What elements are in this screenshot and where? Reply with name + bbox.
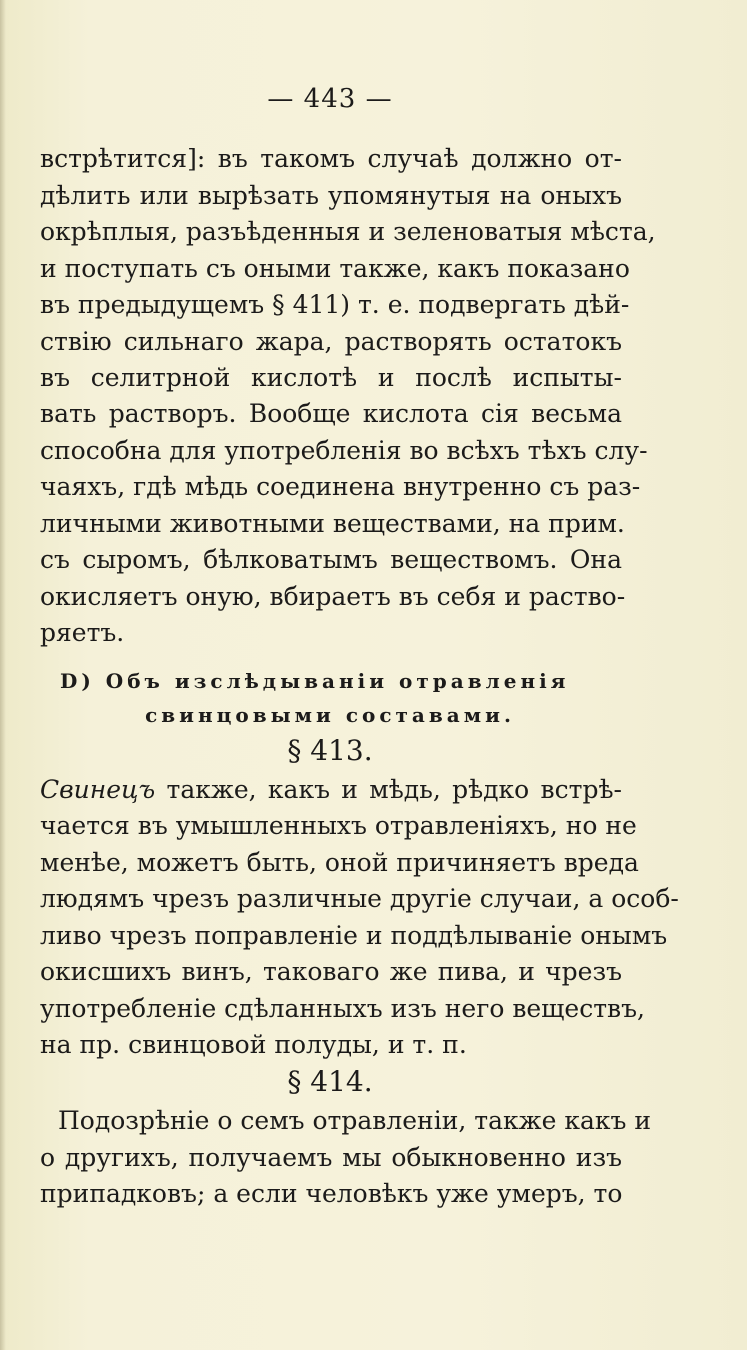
text-line: людямъ чрезъ различные другіе случаи, а особ-: [40, 884, 679, 913]
text-line: съ сыромъ, бѣлковатымъ веществомъ. Она: [40, 545, 622, 574]
text-line: Подозрѣніе о семъ отравленіи, также какъ и: [58, 1106, 652, 1135]
text-line: личными животными веществами, на прим.: [40, 509, 625, 538]
text-line: окисшихъ винъ, таковаго же пива, и чрезъ: [40, 957, 622, 986]
text-line: въ предыдущемъ § 411) т. е. подвергать дѣй-: [40, 290, 630, 319]
text-line: встрѣтится]: въ такомъ случаѣ должно от-: [40, 144, 622, 173]
section-heading-line2: свинцовыми составами.: [145, 703, 515, 727]
page-number: — 443 —: [267, 84, 393, 114]
section-number-413: § 413.: [287, 734, 373, 767]
text-line: ствію сильнаго жара, растворять остатокъ: [40, 327, 622, 356]
section-number-414: § 414.: [287, 1065, 373, 1098]
text-line: и поступать съ оными также, какъ показано: [40, 254, 630, 283]
text-line: припадковъ; а если человѣкъ уже умеръ, то: [40, 1179, 623, 1208]
text-line: употребленіе сдѣланныхъ изъ него веществъ,: [40, 994, 645, 1023]
text-line: окисляетъ оную, вбираетъ въ себя и раство-: [40, 582, 626, 611]
text-line: менѣе, можетъ быть, оной причиняетъ вреда: [40, 848, 639, 877]
text-line: чается въ умышленныхъ отравленіяхъ, но не: [40, 811, 637, 840]
text-line: окрѣплыя, разъѣденныя и зеленоватыя мѣста,: [40, 217, 656, 246]
text-line: на пр. свинцовой полуды, и т. п.: [40, 1030, 467, 1059]
text-line: вать растворъ. Вообще кислота сія весьма: [40, 399, 622, 428]
section-heading-line1: D) Объ изслѣдываніи отравленія: [60, 669, 570, 693]
text-line: [40, 772, 622, 808]
text-line: ливо чрезъ поправленіе и поддѣлываніе онымъ: [40, 921, 668, 950]
text-line: способна для употребленія во всѣхъ тѣхъ слу-: [40, 436, 648, 465]
text-line: чаяхъ, гдѣ мѣдь соединена внутренно съ раз-: [40, 472, 641, 501]
text-line: въ селитрной кислотѣ и послѣ испыты-: [40, 363, 622, 392]
emphasized-word: Свинецъ: [40, 775, 156, 804]
text-line: дѣлить или вырѣзать упомянутыя на оныхъ: [40, 181, 622, 210]
text-line: ряетъ.: [40, 618, 125, 647]
text-line: о другихъ, получаемъ мы обыкновенно изъ: [40, 1143, 622, 1172]
text-line-rest: также, какъ и мѣдь, рѣдко встрѣ-: [155, 775, 622, 804]
